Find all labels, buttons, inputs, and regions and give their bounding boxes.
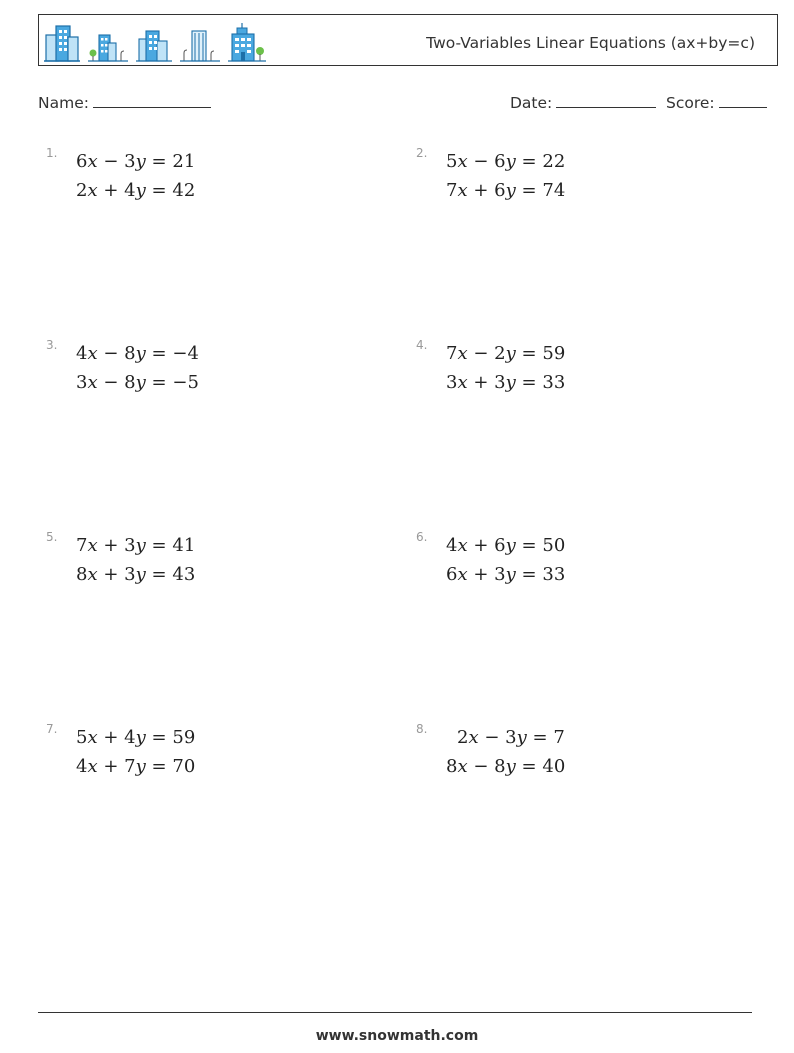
- equation-1: 5x + 4y = 59: [76, 727, 196, 748]
- equation-2: 6x + 3y = 33: [446, 564, 566, 585]
- problem-3: [46, 338, 376, 418]
- problem-number: 6.: [416, 530, 428, 544]
- building-icon: [44, 23, 80, 63]
- footer-url[interactable]: www.snowmath.com: [315, 1028, 479, 1044]
- worksheet-header: [38, 14, 778, 66]
- problem-number: 1.: [46, 146, 58, 160]
- name-blank[interactable]: [93, 93, 211, 108]
- building-icon: [136, 29, 172, 63]
- name-label: Name:: [38, 94, 89, 112]
- equation-2: 8x + 3y = 43: [76, 564, 196, 585]
- tower-with-lamp-icon: [180, 27, 220, 63]
- equation-1: 7x + 3y = 41: [76, 535, 196, 556]
- date-label: Date:: [510, 94, 553, 112]
- problem-8: [416, 722, 746, 802]
- score-field: [666, 93, 767, 112]
- building-with-tree-icon: [88, 29, 128, 63]
- equation-2: 7x + 6y = 74: [446, 180, 566, 201]
- problem-5: [46, 530, 376, 610]
- equation-2: 2x + 4y = 42: [76, 180, 196, 201]
- problem-number: 3.: [46, 338, 58, 352]
- problem-1: [46, 146, 376, 226]
- problem-number: 7.: [46, 722, 58, 736]
- equation-2: 4x + 7y = 70: [76, 756, 196, 777]
- name-field: [38, 93, 211, 112]
- problem-number: 8.: [416, 722, 428, 736]
- problem-7: [46, 722, 376, 802]
- score-label: Score:: [666, 94, 715, 112]
- equation-1: 6x − 3y = 21: [76, 151, 196, 172]
- building-with-tree-icon: [228, 21, 266, 63]
- equation-1: 5x − 6y = 22: [446, 151, 566, 172]
- score-blank[interactable]: [719, 93, 767, 108]
- problem-6: [416, 530, 746, 610]
- problem-2: [416, 146, 746, 226]
- header-icons: [44, 21, 266, 63]
- worksheet-title: Two-Variables Linear Equations (ax+by=c): [426, 34, 755, 52]
- equation-1: 2x − 3y = 7: [457, 727, 565, 748]
- equation-1: 4x − 8y = −4: [76, 343, 199, 364]
- equation-2: 3x + 3y = 33: [446, 372, 566, 393]
- problem-number: 2.: [416, 146, 428, 160]
- equation-1: 4x + 6y = 50: [446, 535, 566, 556]
- date-field: [510, 93, 656, 112]
- problem-4: [416, 338, 746, 418]
- footer-divider: [38, 1012, 752, 1013]
- equation-1: 7x − 2y = 59: [446, 343, 566, 364]
- problem-number: 5.: [46, 530, 58, 544]
- date-blank[interactable]: [556, 93, 656, 108]
- problem-number: 4.: [416, 338, 428, 352]
- equation-2: 8x − 8y = 40: [446, 756, 566, 777]
- equation-2: 3x − 8y = −5: [76, 372, 199, 393]
